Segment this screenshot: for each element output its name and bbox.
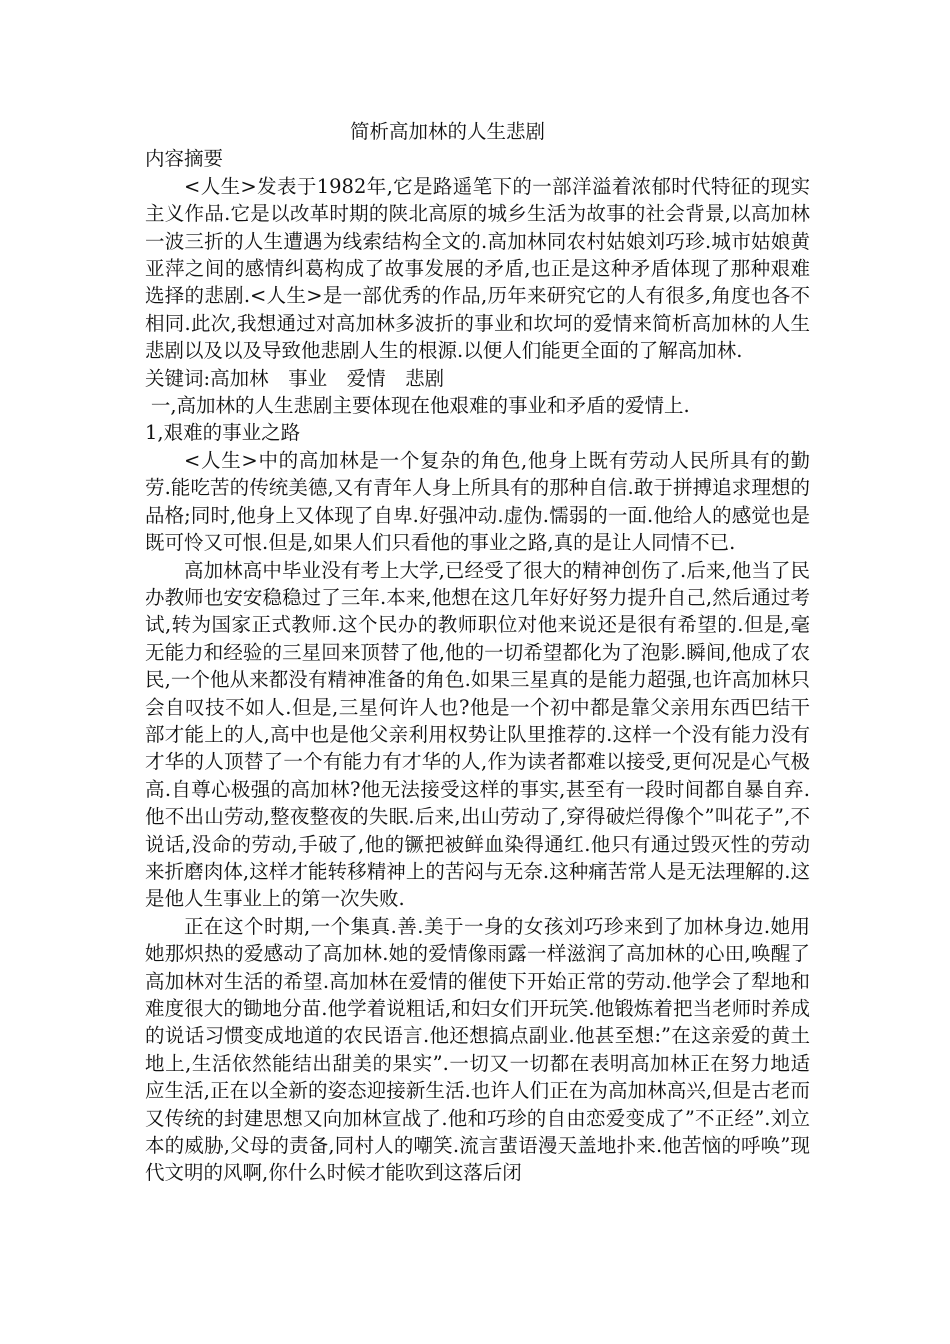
document-page <box>145 118 810 1187</box>
body-paragraph-2: 高加林高中毕业没有考上大学,已经受了很大的精神创伤了.后来,他当了民办教师也安安稳稳过了三年.本来,他想在这几年好好努力提升自己,然后通过考试,转为国家正式教师.这个民办的教师职位对他来说还是很有希望的.但是,毫无能力和经验的三星回来顶替了他,他的一切希望都化为了泡影.瞬间,他成了农民,一个他从来都没有精神准备的角色.如果三星真的是能力超强,也许高加林只会自叹技不如人.但是,三星何许人也?他是一个初中都是靠父亲用东西巴结干部才能上的人,高中也是他父亲利用权势让队里推荐的.这样一个没有能力没有才华的人顶替了一个有能力有才华的人,作为读者都难以接受,更何况是心气极高.自尊心极强的高加林?他无法接受这样的事实,甚至有一段时间都自暴自弃.他不出山劳动,整夜整夜的失眠.后来,出山劳动了,穿得破烂得像个”叫花子”,不说话,没命的劳动,手破了,他的镢把被鲜血染得通红.他只有通过毁灭性的劳动来折磨肉体,这样才能转移精神上的苦闷与无奈.这种痛苦常人是无法理解的.这是他人生事业上的第一次失败. <box>145 558 810 911</box>
document-title: 简析高加林的人生悲剧 <box>349 120 545 143</box>
subsection-heading-1: 1,艰难的事业之路 <box>145 421 301 445</box>
keywords-line: 关键词:高加林 事业 爱情 悲剧 <box>145 366 445 390</box>
abstract-paragraph: <人生>发表于1982年,它是路遥笔下的一部洋溢着浓郁时代特征的现实主义作品.它是以改革时期的陕北高原的城乡生活为故事的社会背景,以高加林一波三折的人生遭遇为线索结构全文的.高加林同农村姑娘刘巧珍.城市姑娘黄亚萍之间的感情纠葛构成了故事发展的矛盾,也正是这种矛盾体现了那种艰难选择的悲剧.<人生>是一部优秀的作品,历年来研究它的人有很多,角度也各不相同.此次,我想通过对高加林多波折的事业和坎坷的爱情来简析高加林的人生悲剧以及以及导致他悲剧人生的根源.以便人们能更全面的了解高加林. <box>145 174 810 363</box>
body-paragraph-1: <人生>中的高加林是一个复杂的角色,他身上既有劳动人民所具有的勤劳.能吃苦的传统美德,又有青年人身上所具有的那种自信.敢于拼搏追求理想的品格;同时,他身上又体现了自卑.好强冲动.虚伪.懦弱的一面.他给人的感觉也是既可怜又可恨.但是,如果人们只看他的事业之路,真的是让人同情不已. <box>145 448 810 555</box>
section-heading-1: 一,高加林的人生悲剧主要体现在他艰难的事业和矛盾的爱情上. <box>150 394 690 418</box>
body-paragraph-3: 正在这个时期,一个集真.善.美于一身的女孩刘巧珍来到了加林身边.她用她那炽热的爱感动了高加林.她的爱情像雨露一样滋润了高加林的心田,唤醒了高加林对生活的希望.高加林在爱情的催使下开始正常的劳动.他学会了犁地和难度很大的锄地分苗.他学着说粗话,和妇女们开玩笑.他锻炼着把当老师时养成的说话习惯变成地道的农民语言.他还想搞点副业.他甚至想:”在这亲爱的黄土地上,生活依然能结出甜美的果实”.一切又一切都在表明高加林正在努力地适应生活,正在以全新的姿态迎接新生活.也许人们正在为高加林高兴,但是古老而又传统的封建思想又向加林宣战了.他和巧珍的自由恋爱变成了”不正经”.刘立本的威胁,父母的责备,同村人的嘲笑.流言蜚语漫天盖地扑来.他苦恼的呼唤”现代文明的风啊,你什么时候才能吹到这落后闭 <box>145 914 810 1185</box>
abstract-label: 内容摘要 <box>145 147 224 171</box>
